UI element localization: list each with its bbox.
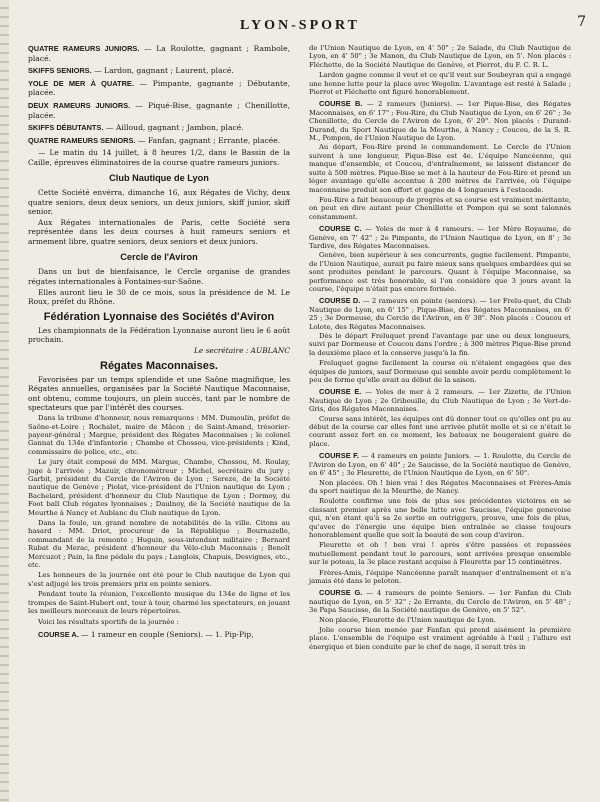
race-label: DEUX RAMEURS JUNIORS.: [28, 100, 131, 110]
race-result: — Fanfan, gagnant ; Errante, placée.: [135, 135, 281, 145]
paragraph: Aux Régates internationales de Paris, cette Société sera représentée dans les deux courses à huit rameurs seniors et armement libre, quatre seniors, deux seniors et deux juniors.: [28, 218, 290, 246]
paragraph: Favorisées par un temps splendide et une Saône magnifique, les Régates annuelles, organisées par la Société Nautique Maconnaise, ont obtenu, comme toujours, un plein succès, tant par le nombre de spectateurs que par l'intérêt des courses.: [28, 374, 290, 412]
result-entry: [28, 79, 290, 98]
right-column: [309, 44, 571, 653]
course-result: [309, 100, 571, 142]
result-entry: [28, 44, 290, 63]
paragraph: Non placées. Oh ! bien vrai ! des Régates Maconnaises et Frères-Amis du sport nautique de la Meurthe, de Nancy.: [309, 478, 571, 495]
course-text: — Yoles de mer à 4 rameurs. — 1er Mère Royaume, de Genève, en 7' 42" ; 2e Pimpante, de l'Union Nautique de Lyon, en 8' ; 3e Tardive, des Régates Maconnaises.: [309, 225, 571, 250]
paragraph: Au départ, Fou-Rire prend le commandement. Le Cercle de l'Union suivent à une longueur, Pique-Bise est 4e. L'équipe Nancéenne, qui manque d'ensemble, et Coucou, d'entraînement, se laissent distancer de suite à 500 mètres. Pique-Bise se met à la hauteur de Fou-Rire et prend un léger avantage qu'elle accentue à 200 mètres de l'arrivée, où l'équipe maconnaise produit son effort et gagne de 4 longueurs à l'estacade.: [309, 143, 571, 194]
paragraph: Roulotte confirme une fois de plus ses précédentes victoires en se classant premier après une belle lutte avec Saucisse, l'équipe genevoise qui, n'en étant qu'à sa 2e sortie en outriggers, prouve, une fois de plus, qu'avec de l'énergie une équipe bien entraînée se classe toujours honorablement quelle que soit la beauté de son coup d'aviron.: [309, 497, 571, 539]
course-label: COURSE F.: [319, 451, 359, 461]
paragraph: Jolie course bien menée par Fanfan qui prend aisément la première place. L'ensemble de l'équipe est vraiment agréable à l'œil ; l'allure est énergique et bien conduite par le chef de nage, il serait très in: [309, 626, 571, 651]
paragraph: Dès le départ Freluquet prend l'avantage par une ou deux longueurs, suivi par Dormeuse et Coucou dans l'ordre ; à 300 mètres Pique-Bise prend la deuxième place et la conserve jusqu'à la fin.: [309, 332, 571, 357]
race-result: — Lardon, gagnant ; Laurent, placé.: [91, 66, 234, 76]
paragraph: Course sans intérêt, les équipes ont dû donner tout ce qu'elles ont pu au début de la course car elles font une arrivée plutôt molle et si ce n'était le courant assez fort en ce moment, les bateaux ne bougeraient guère de place.: [309, 414, 571, 448]
paragraph: Genève, bien supérieur à ses concurrents, gagne facilement. Pimpante, de l'Union Nautique, aurait pu faire mieux sans quelques embardées qui se sont produites pendant le parcours. Quant à l'équipe Maconnaise, sa performance est très honorable, si l'on considère que 3 jours avant la course, l'équipe n'était pas encore formée.: [309, 251, 571, 293]
section-heading-regates-maconnaises: Régates Maconnaises.: [100, 359, 218, 372]
paragraph: Freluquet gagne facilement la course où n'étaient engagées que des équipes de juniors, sauf Dormeuse qui semble avoir perdu complètement le peu de forme qu'elle avait au début de la saison.: [309, 359, 571, 385]
paragraph: Les championnats de la Fédération Lyonnaise auront lieu le 6 août prochain.: [28, 325, 290, 345]
paragraph: de l'Union Nautique de Lyon, en 4' 50" ; 2e Salade, du Club Nautique de Lyon, en 4' 50" ; 3e Manon, du Club Nautique de Lyon, en 5'. Non placés : Fléchette, de la Société Nautique de Genève, et Pierrot, du F. C. R. L.: [309, 44, 571, 69]
section-heading-cercle-aviron: Cercle de l'Aviron: [120, 252, 198, 263]
course-text: — 4 rameurs en pointe Juniors. — 1. Roulotte, du Cercle de l'Aviron de Lyon, en 6' 40" ; 2e Saucisse, de la Société nautique de Genève, en 6' 45" ; 3e Fleurette, de l'Union Nautique de Lyon, en 6' 50".: [309, 452, 571, 478]
masthead: LYON-SPORT: [239, 18, 360, 33]
paragraph: Dans la foule, un grand nombre de notabilités de la ville. Citons au hasard : MM. Driot, procureur de la République ; Bournazelle, commandant de la remonte ; Huguin, sous-intendant militaire ; Bernard Rubat du Merac, président d'honneur du Vélo-club Maconnais ; Benoît Mercuzot ; Pain, la fine pédale du pays ; Langlois, Chapuis, Desvignes, etc., etc.: [28, 519, 290, 570]
course-text: — 2 rameurs (Juniors). — 1er Pique-Bise, des Régates Maconnaises, en 6' 17" ; Fou-Rire, du Club Nautique de Lyon, en 6' 26" ; 3e Chenillotte, du Cercle de l'Aviron de Lyon, 6' 29". Non placés : Durand-Durand, du Sport Nautique de la Meurthe, à Nancy ; Coucou, de la S. R. M., Pompon, de l'Union Nautique de Lyon.: [309, 100, 571, 143]
intro-paragraph: — Le matin du 14 juillet, à 8 heures 1/2, dans le Bassin de la Caille, épreuves éliminatoires de la course quatre rameurs juniors.: [28, 148, 290, 167]
course-label: COURSE D.: [319, 296, 361, 306]
course-result: [309, 589, 571, 614]
section-heading-federation: Fédération Lyonnaise des Sociétés d'Aviron: [43, 310, 275, 323]
race-label: SKIFFS SENIORS.: [28, 66, 92, 76]
paragraph: Non placée, Fleurette de l'Union nautique de Lyon.: [319, 615, 497, 624]
course-text: — 2 rameurs en pointe (seniors). — 1er Frelu-quet, du Club Nautique de Lyon, en 6' 15" ; Pique-Bise, des Régates Maconnaises, en 6' 25 ; 3e Dormeuse, du Cercle de l'Aviron, en 6' 38". Non placés : Coucou et Lolote, des Régates Maconnaises.: [309, 297, 571, 331]
paragraph: Pendant toute la réunion, l'excellente musique du 134e de ligne et les trompes de Saint-Hubert ont, tour à tour, charmé les spectateurs, en jouant les meilleurs morceaux de leurs répertoires.: [28, 590, 290, 616]
course-label: COURSE B.: [319, 99, 363, 109]
signature: Le secrétaire : AUBLANC: [193, 346, 290, 356]
course-result: [309, 452, 571, 477]
result-entry: [28, 123, 290, 133]
course-label: COURSE E.: [319, 387, 362, 397]
race-result: — La Roulotte, gagnant ; Rambole, placé.: [28, 44, 290, 63]
race-result: — Pimpante, gagnante ; Débutante, placée.: [28, 78, 290, 98]
paragraph: Elles auront lieu le 30 de ce mois, sous la présidence de M. Le Roux, préfet du Rhône.: [28, 287, 290, 307]
race-result: — Ailloud, gagnant ; Jambon, placé.: [103, 123, 244, 133]
course-result: [28, 630, 290, 639]
left-column: [28, 44, 290, 640]
course-result: [309, 225, 571, 250]
paragraph: Le jury était composé de MM. Margue, Chambe, Chossou, M. Roulay, juge à l'arrivée ; Mazuir, chronométreur ; Michel, secrétaire du jury ; Garbit, président du Cercle de l'Aviron de Lyon ; Sereze, de la Société nautique de Genève ; Piolat, vice-président de l'Union nautique de Lyon ; Bachelard, président d'honneur du Club Nautique de Lyon ; Dormoy, du Foot ball Club régates lyonnaises ; Daulnoy, de la Société nautique de la Meurthe à Nancy et Aublanc du Club nautique de Lyon.: [28, 458, 290, 517]
paragraph: Dans un but de bienfaisance, le Cercle organise de grandes régates internationales à Fontaines-sur-Saône.: [28, 267, 290, 286]
course-label: COURSE A.: [38, 629, 79, 639]
paragraph: Cette Société envérra, dimanche 16, aux Régates de Vichy, deux quatre seniors, deux deux seniors, un deux juniors, skiff junior, skiff senior.: [28, 188, 290, 216]
course-text: — 4 rameurs de pointe Seniors. — 1er Fanfan du Club nautique de Lyon, en 5' 32" ; 2e Errante, du Cercle de l'Aviron, en 5' 48" ; 3e Papa Saucisse, de la Société nautique de Genève, en 5' 52".: [309, 589, 571, 615]
race-label: SKIFFS DÉBUTANTS.: [28, 123, 104, 133]
page-header: [0, 14, 600, 34]
race-label: YOLE DE MER À QUATRE.: [28, 78, 134, 88]
section-heading-club-nautique: Club Nautique de Lyon: [109, 172, 209, 183]
result-entry: [28, 136, 290, 146]
binding-edge: [0, 0, 9, 802]
result-entry: [28, 101, 290, 120]
paragraph: Fleurette et oh ! ben vrai ! après s'être passées et repassées mutuellement pendant tout le parcours, sont arrivées presque ensemble sur le poteau, la 3e place restant acquise à Fleurette par 15 centimètres.: [309, 541, 571, 567]
course-label: COURSE G.: [319, 588, 363, 598]
race-label: QUATRE RAMEURS JUNIORS.: [28, 44, 140, 53]
paragraph: Lardon gagne comme il veut et ce qu'il veut sur Soubeyran qui a engagé une bonne lutte pour la place avec Wegelin. L'avantage est resté à Salade ; Pierrot et Fléchette ont figuré honorablement.: [309, 71, 571, 97]
result-entry: [28, 66, 290, 76]
paragraph: Voici les résultats sportifs de la journée :: [38, 617, 179, 626]
course-text: — Yoles de mer à 2 rameurs. — 1er Zizette, de l'Union Nautique de Lyon ; 2e Gribouille, du Club Nautique de Lyon ; 3e Vert-de-Gris, des Régates Maconnaises.: [309, 388, 571, 414]
course-label: COURSE C.: [319, 224, 362, 234]
paragraph: Les honneurs de la journée ont été pour le Club nautique de Lyon qui s'est adjugé les trois premiers prix en pointe seniors.: [28, 571, 290, 588]
course-result: [309, 297, 571, 331]
course-text: — 1 rameur en couple (Seniors). — 1. Pip-Pip,: [78, 629, 254, 639]
paragraph: Dans la tribune d'honneur, nous remarquons : MM. Dumoulin, préfet de Saône-et-Loire ; Rochalet, maire de Mâcon ; de Saint-Amand, trésorier-payeur-général ; Margue, président des Régates Maconnaises ; le colonel Gannat du 134e d'infanterie ; Chambe et Chossou, vice-présidents ; Kind, commissaire de police, etc., etc.: [28, 414, 290, 456]
paragraph: Frères-Amis, l'équipe Nancéenne paraît manquer d'entraînement et n'a jamais été dans le peloton.: [309, 568, 571, 585]
race-result: — Piqué-Bise, gagnante ; Chenillotte, placée.: [28, 100, 290, 120]
paragraph: Fou-Rire a fait beaucoup de progrès et sa course est vraiment méritante, on peut en dire autant pour Chenillotte et Pompon qui se sont talonnés constamment.: [309, 195, 571, 221]
race-label: QUATRE RAMEURS SENIORS.: [28, 135, 136, 145]
page-number: 7: [577, 14, 586, 30]
course-result: [309, 388, 571, 413]
